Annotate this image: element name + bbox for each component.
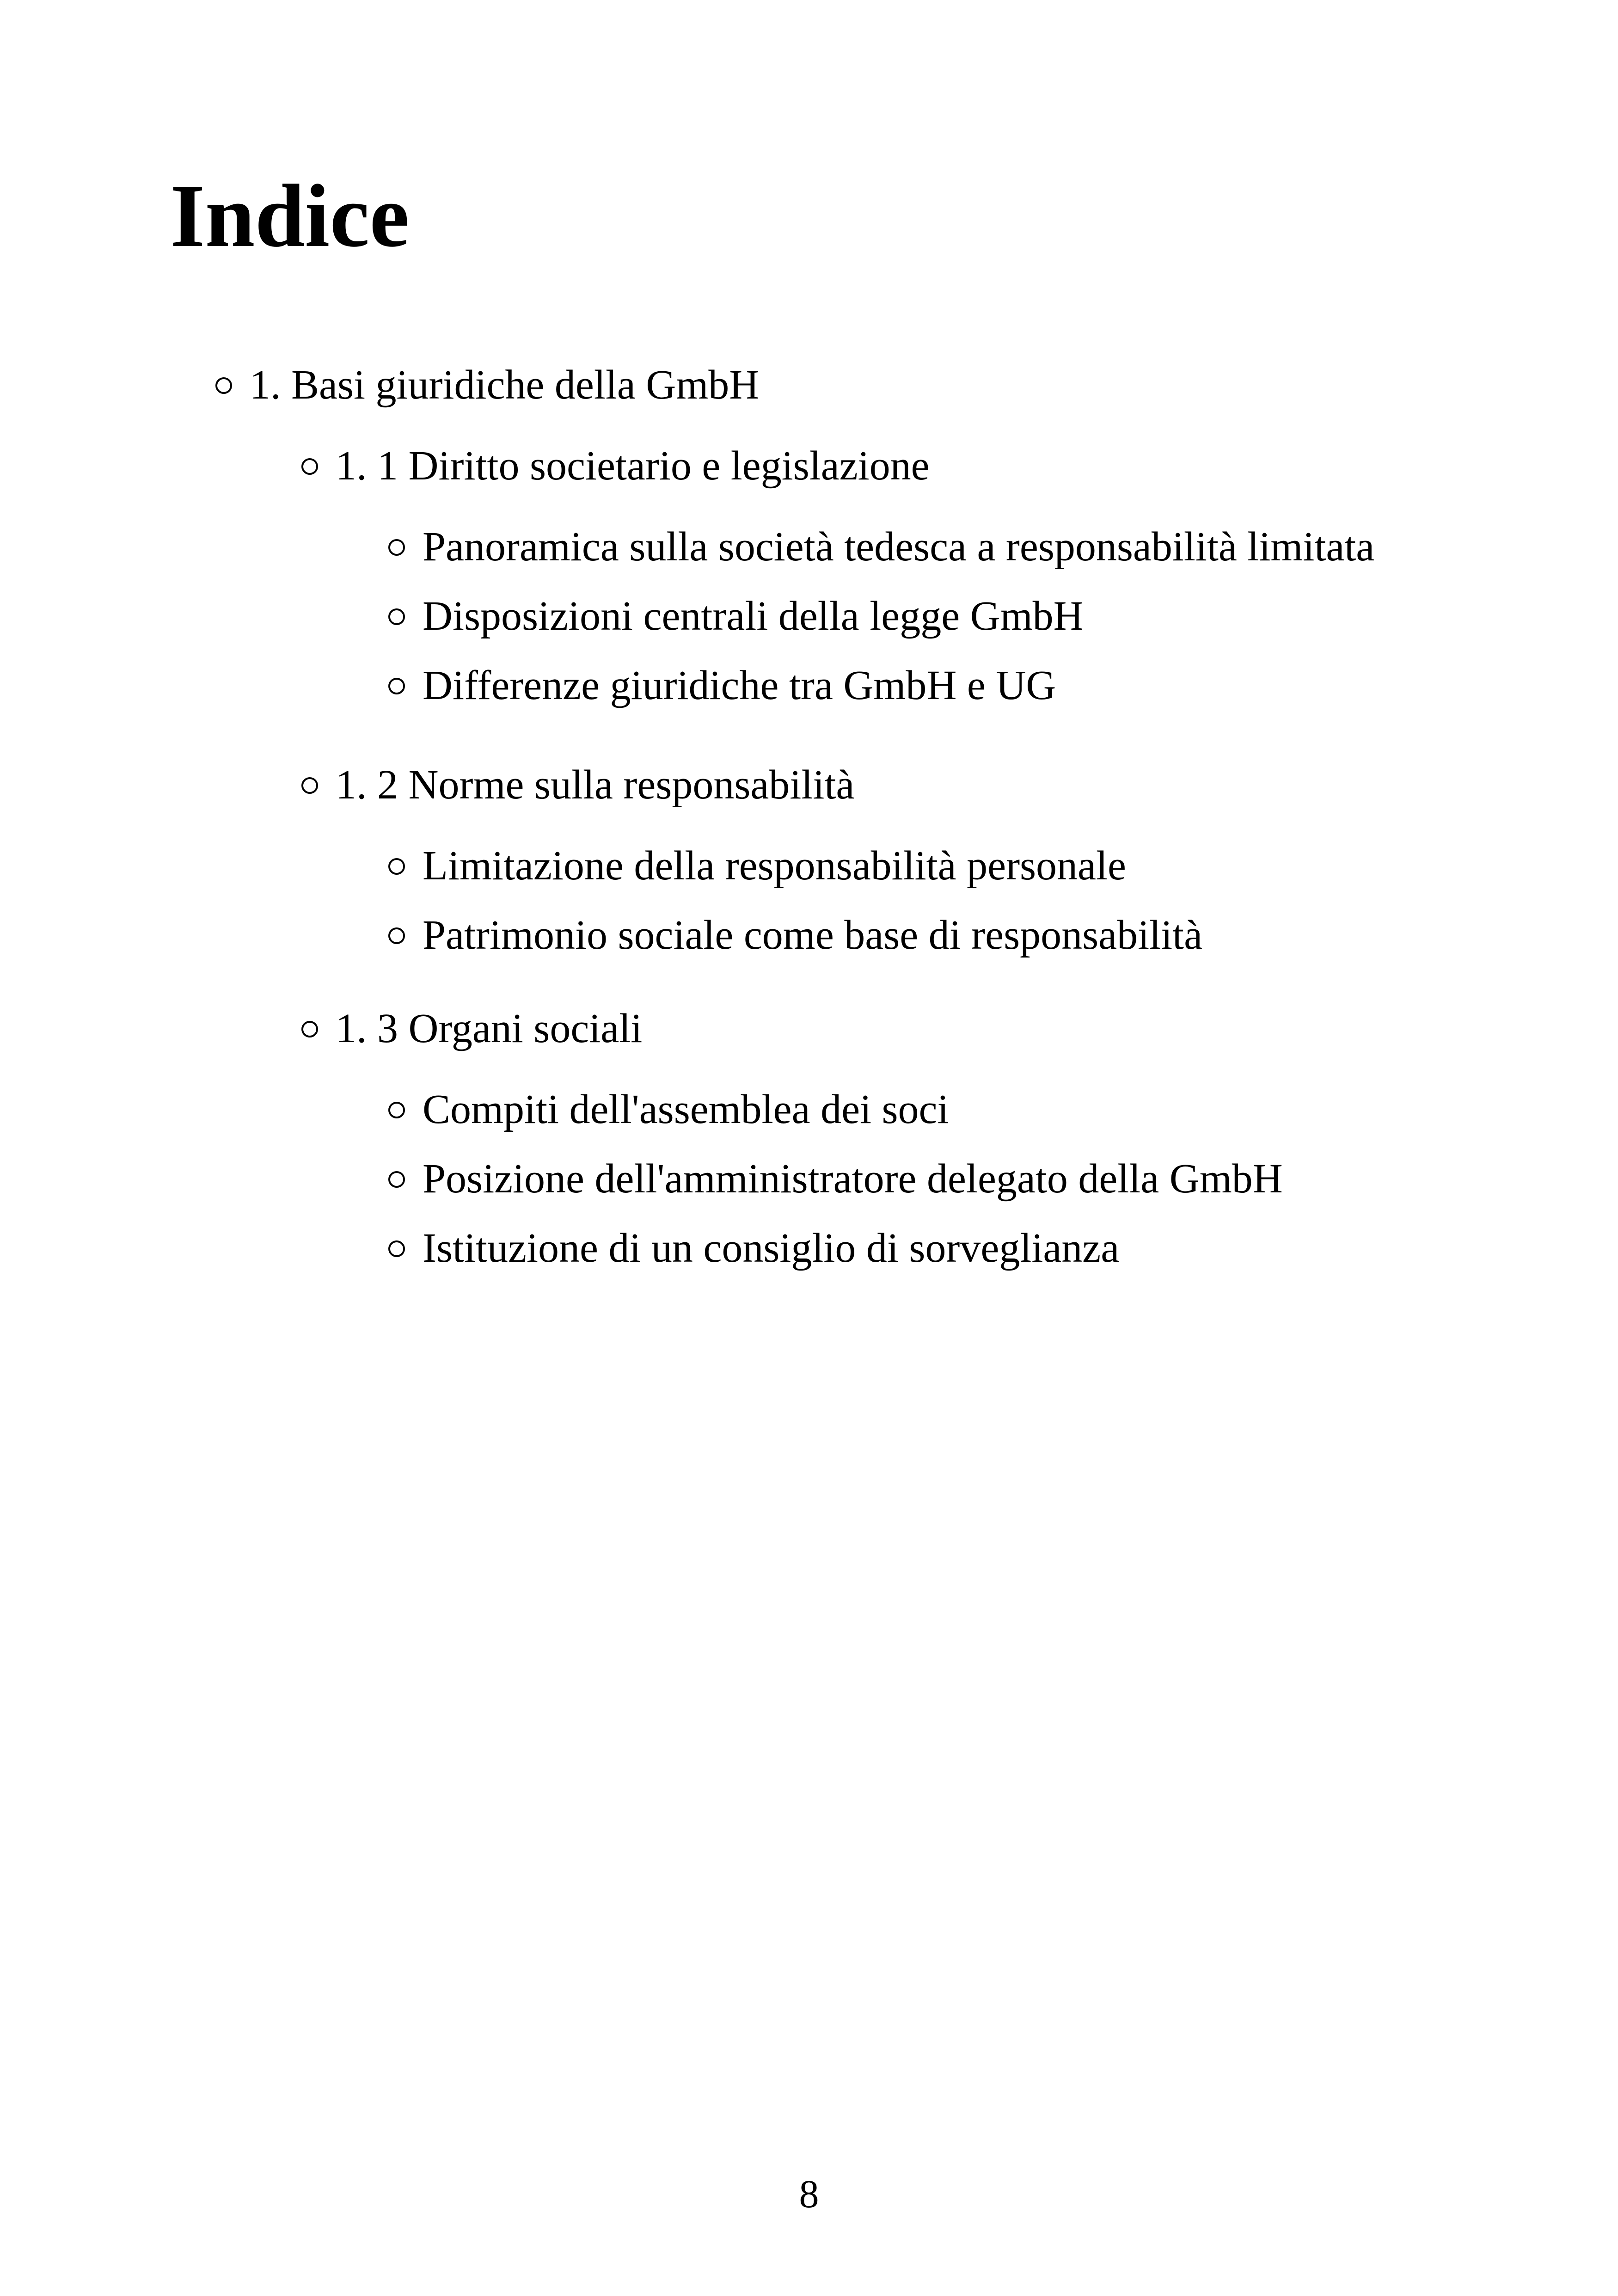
- bullet-icon: [388, 678, 405, 694]
- toc-section-label: 1. 3 Organi sociali: [336, 1006, 643, 1051]
- toc-section: [301, 764, 854, 806]
- toc-item: [388, 912, 1203, 958]
- toc-item: [388, 665, 1056, 706]
- page-number: 8: [799, 2172, 819, 2216]
- toc-item-label: Posizione dell'amministratore delegato della GmbH: [423, 1156, 1283, 1202]
- toc-chapter-label: 1. Basi giuridiche della GmbH: [250, 362, 760, 408]
- toc-item: [388, 845, 1126, 887]
- bullet-icon: [301, 1021, 318, 1037]
- toc-item-label: Panoramica sulla società tedesca a responsabilità limitata: [423, 524, 1375, 570]
- bullet-icon: [388, 539, 405, 556]
- toc-section-label: 1. 1 Diritto societario e legislazione: [336, 443, 930, 489]
- toc-item: [388, 1225, 1120, 1271]
- toc-item-label: Patrimonio sociale come base di responsabilità: [423, 912, 1203, 958]
- page-title: Indice: [170, 166, 410, 265]
- bullet-icon: [301, 777, 318, 794]
- bullet-icon: [388, 858, 405, 875]
- toc-item: [388, 526, 1374, 568]
- toc-section-label: 1. 2 Norme sulla responsabilità: [336, 762, 855, 808]
- toc-item: [388, 595, 1084, 637]
- toc-item-label: Compiti dell'assemblea dei soci: [423, 1087, 949, 1132]
- toc-chapter: [215, 364, 759, 406]
- bullet-icon: [388, 1102, 405, 1118]
- bullet-icon: [388, 1171, 405, 1188]
- bullet-icon: [215, 377, 232, 394]
- toc-section: [301, 445, 930, 487]
- toc-item: [388, 1158, 1283, 1200]
- toc-item-label: Istituzione di un consiglio di sorveglianza: [423, 1225, 1120, 1271]
- toc-item-label: Differenze giuridiche tra GmbH e UG: [423, 663, 1056, 708]
- bullet-icon: [388, 608, 405, 625]
- toc-item-label: Limitazione della responsabilità personale: [423, 843, 1126, 889]
- bullet-icon: [301, 458, 318, 475]
- bullet-icon: [388, 1240, 405, 1257]
- toc-item-label: Disposizioni centrali della legge GmbH: [423, 593, 1084, 639]
- toc-section: [301, 1008, 642, 1050]
- bullet-icon: [388, 927, 405, 944]
- toc-item: [388, 1089, 949, 1130]
